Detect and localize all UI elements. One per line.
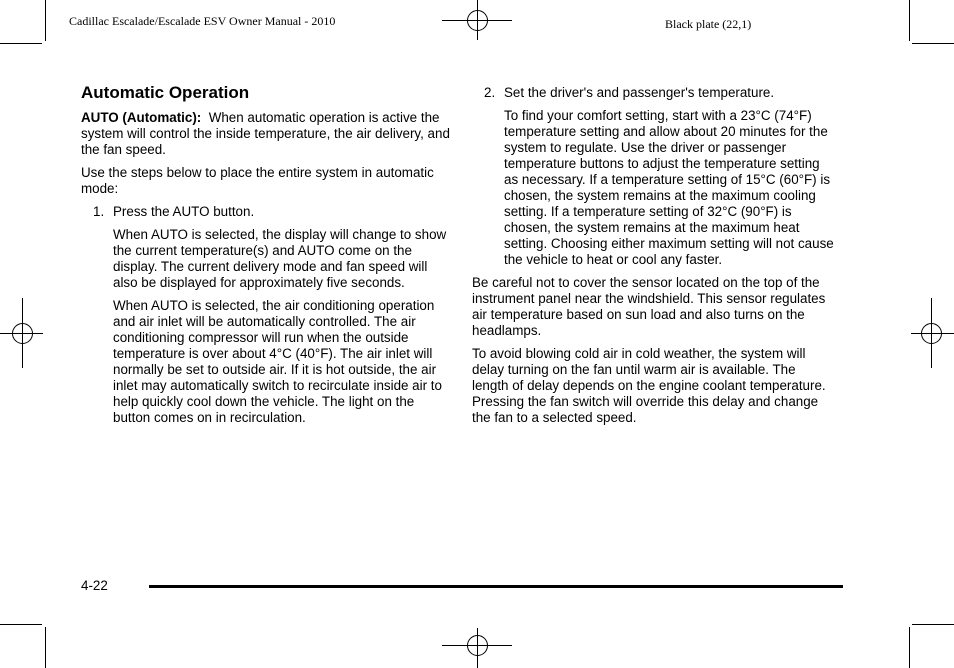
auto-definition (81, 110, 451, 158)
plate-label: Black plate (22,1) (665, 17, 752, 31)
step-number: 1. (93, 204, 105, 219)
step-number: 2. (484, 85, 496, 100)
right-column (472, 85, 834, 426)
sensor-note: Be careful not to cover the sensor located on the top of the instrument panel near the windshield. This sensor regulates air temperature based on sun load and also turns on the headlamps. (472, 275, 826, 338)
cold-weather-note: To avoid blowing cold air in cold weather, the system will delay turning on the fan until warm air is available. The length of delay depends on the engine coolant temperature. Pressing the fan switch will override this delay and change the fan to a selected speed. (472, 346, 826, 425)
step-1-paragraph: When AUTO is selected, the display will change to show the current temperature(s) and AUTO come on the display. The current delivery mode and fan speed will also be displayed for approximately five seconds. (113, 227, 447, 290)
list-item-step-1 (81, 204, 451, 220)
auto-term: AUTO (Automatic): (81, 110, 202, 125)
auto-description: When automatic operation is active the system will control the inside temperature, the air delivery, and the fan speed. (81, 110, 450, 157)
intro-paragraph: Use the steps below to place the entire system in automatic mode: (81, 165, 434, 196)
section-title: Automatic Operation (81, 83, 250, 102)
list-item-step-2 (472, 85, 834, 101)
step-text: Press the AUTO button. (113, 204, 255, 219)
step-text: Set the driver's and passenger's temperature. (504, 85, 775, 100)
manual-title: Cadillac Escalade/Escalade ESV Owner Manual - 2010 (69, 14, 336, 28)
left-column (81, 110, 451, 426)
step-2-paragraph: To find your comfort setting, start with a 23°C (74°F) temperature setting and allow about 20 minutes for the system to regulate. Use the driver or passenger temperature buttons to adjust the temperature setting as necessary. If a temperature setting of 15°C (60°F) is chosen, the system remains at the maximum cooling setting. If a temperature setting of 32°C (90°F) is chosen, the system remains at the maximum heat setting. Choosing either maximum setting will not cause the vehicle to heat or cool any faster. (504, 108, 834, 267)
step-1-paragraph: When AUTO is selected, the air conditioning operation and air inlet will be automatically controlled. The air conditioning compressor will run when the outside temperature is over about 4°C (40°F). The air inlet will normally be set to outside air. If it is hot outside, the air inlet may automatically switch to recirculate inside air to help quickly cool down the vehicle. The light on the button comes on in recirculation. (113, 298, 442, 425)
footer-rule (149, 585, 843, 588)
page-number: 4-22 (81, 578, 108, 593)
